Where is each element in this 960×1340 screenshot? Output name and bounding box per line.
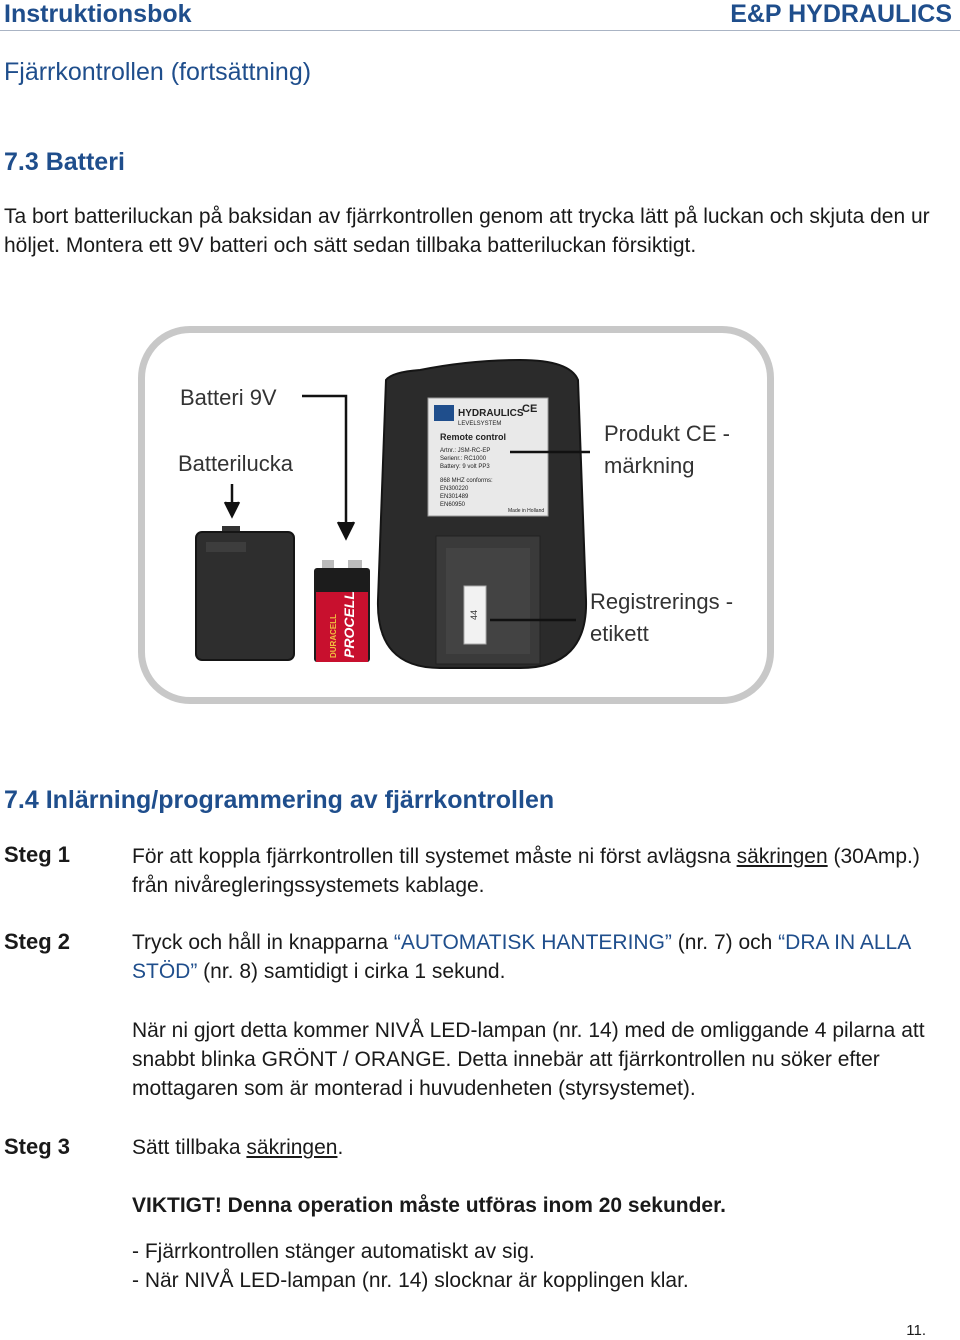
battery-heading: 7.3 Batteri	[4, 148, 125, 176]
button-name-retract-a: “DRA IN ALLA	[778, 931, 912, 954]
step-2-text	[132, 928, 932, 986]
step-3-label: Steg 3	[4, 1134, 71, 1159]
battery-paragraph: Ta bort batteriluckan på baksidan av fjärrkontrollen genom att trycka lätt på luckan och skjuta den ur höljet. Montera ett 9V batteri och sätt sedan tillbaka batteriluckan försiktigt.	[4, 205, 930, 257]
step-2-part-3: (nr. 8) samtidigt i cirka 1 sekund.	[197, 960, 506, 983]
step-1-fuse: säkringen	[736, 845, 828, 868]
device-title: Remote control	[440, 432, 507, 442]
bullet-item-1: - Fjärrkontrollen stänger automatiskt av sig.	[132, 1240, 535, 1263]
section-title-continued: (fortsättning)	[163, 58, 312, 86]
step-1-part-1: För att koppla fjärrkontrollen till systemet måste ni först avlägsna	[132, 845, 737, 868]
bullet-list	[132, 1237, 932, 1295]
registration-sticker: 44	[469, 609, 479, 620]
important-note: VIKTIGT! Denna operation måste utföras inom 20 sekunder.	[132, 1194, 726, 1217]
battery-cover	[196, 526, 294, 660]
step-1-line-1	[132, 842, 932, 871]
leader-battery	[302, 396, 346, 528]
battery-model: PROCELL	[341, 591, 357, 658]
step-2-p2-line-3: mottagaren som är monterad i huvudenheten (styrsystemet).	[132, 1077, 696, 1100]
bullet-item-2: - När NIVÅ LED-lampan (nr. 14) slocknar är kopplingen klar.	[132, 1269, 689, 1292]
label-ce-line-2: märkning	[604, 453, 695, 478]
document-title: Instruktionsbok	[4, 0, 192, 28]
step-1-line-2: från nivåregleringssystemets kablage.	[132, 874, 485, 897]
step-3-part-3: .	[337, 1136, 344, 1159]
device-brand: HYDRAULICS	[458, 408, 524, 419]
battery-9v	[314, 560, 370, 662]
learning-heading: 7.4 Inlärning/programmering av fjärrkontrollen	[4, 786, 555, 814]
step-2-p2-line-1: När ni gjort detta kommer NIVÅ LED-lampan (nr. 14) med de omliggande 4 pilarna att	[132, 1019, 925, 1042]
button-name-auto: “AUTOMATISK HANTERING”	[393, 931, 672, 954]
step-3-fuse: säkringen	[246, 1136, 338, 1159]
device-line-1: Artnr.: JSM-RC-EP	[440, 448, 491, 454]
step-2-p2-line-2: snabbt blinka GRÖNT / ORANGE. Detta innebär att fjärrkontrollen nu söker efter	[132, 1048, 880, 1071]
button-name-retract-b: STÖD”	[132, 960, 198, 983]
step-2-line-1	[132, 928, 932, 957]
device-ce-mark: CE	[522, 403, 538, 415]
device-conform-3: EN60950	[440, 502, 466, 508]
device-conform-title: 868 MHZ conforms:	[440, 478, 493, 484]
step-2-paragraph	[132, 1016, 932, 1103]
arrow-cover-icon	[225, 502, 239, 516]
step-2-part-1: Tryck och håll in knapparna	[132, 931, 394, 954]
device-line-2: Serienr.: RC1000	[440, 456, 487, 462]
step-2-part-2: (nr. 7) och	[671, 931, 779, 954]
device-made: Made in Holland	[508, 508, 545, 514]
step-2-label: Steg 2	[4, 929, 71, 954]
page-number: 11.	[906, 1322, 926, 1339]
label-reg-line-1: Registrerings -	[590, 589, 734, 614]
step-3-part-1: Sätt tillbaka	[132, 1136, 247, 1159]
brand-name: E&P HYDRAULICS	[730, 0, 952, 28]
step-1-part-3: (30Amp.)	[827, 845, 920, 868]
battery-brand: DURACELL	[329, 614, 338, 658]
step-1-label: Steg 1	[4, 842, 71, 867]
label-reg-line-2: etikett	[590, 621, 649, 646]
device-conform-1: EN300220	[440, 486, 469, 492]
label-battery-9v: Batteri 9V	[180, 385, 277, 410]
arrow-battery-icon	[338, 522, 354, 538]
device-conform-2: EN301489	[440, 494, 469, 500]
device-sub: LEVELSYSTEM	[458, 421, 502, 427]
ep-logo-icon	[434, 405, 454, 421]
step-3-text	[132, 1133, 932, 1162]
device-line-3: Battery: 9 volt PP3	[440, 464, 490, 470]
step-1-text	[132, 842, 932, 900]
label-battery-cover: Batterilucka	[178, 451, 293, 476]
remote-control-body	[378, 360, 586, 668]
step-2-line-2	[132, 957, 932, 986]
label-ce-line-1: Produkt CE -	[604, 421, 730, 446]
section-title-main: Fjärrkontrollen	[4, 58, 164, 86]
